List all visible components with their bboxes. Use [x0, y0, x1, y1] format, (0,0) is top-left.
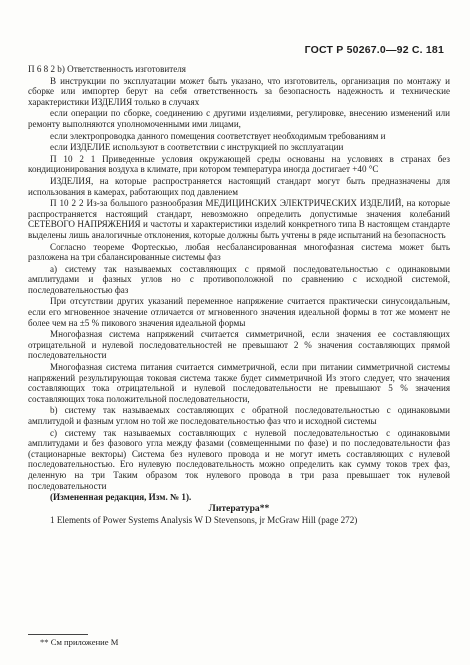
paragraph: В инструкции по эксплуатации может быть указано, что изготовитель, организация по монтажу и сборке или импортер берут на себя ответственность за безопасность надежность и технические характеристики ИЗДЕЛИЯ только в случаях [28, 75, 450, 107]
reference-item: 1 Elements of Power Systems Analysis W D Stevensons, jr McGraw Hill (page 272) [50, 515, 358, 526]
page-header: ГОСТ Р 50267.0—92 С. 181 [304, 44, 444, 56]
section-heading: П 6 8 2 b) Ответственность изготовителя [28, 64, 186, 74]
paragraph: Согласно теореме Фортескью, любая несбалансированная многофазная система может быть разложена на три сбалансированные системы фаз [28, 241, 450, 263]
paragraph: ИЗДЕЛИЯ, на которые распространяется настоящий стандарт могут быть предназначены для использования в камерах, работающих под давлением [28, 175, 450, 197]
paragraph: Многофазная система напряжений считается симметричной, если значения ее составляющих отрицательной и нулевой последовательностей не превышают 2 % значения составляющих прямой последовательности [28, 329, 450, 361]
paragraph: П 10 2 2 Из-за большого разнообразия МЕДИЦИНСКИХ ЭЛЕКТРИЧЕСКИХ ИЗДЕЛИЙ, на которые распространяется настоящий стандарт, невозможно определить допустимые значения колебаний СЕТЕВОГО НАПРЯЖЕНИЯ и частоты и характеристики изделий конкретного типа В настоящем стандарте выделены лишь аналогичные отклонения, которые должны быть учтены в ряде испытаний на безопасность [28, 198, 450, 240]
list-item: если электропроводка данного помещения соответствует необходимым требованиям и [50, 130, 386, 141]
document-body [28, 64, 450, 527]
references-title: Литература** [208, 502, 270, 514]
paragraph: b) систему так называемых составляющих с обратной последовательностью с одинаковыми амплитудой и фазным углом но той же последовательностью фаз что и исходной системы [28, 405, 450, 426]
amendment-note: (Измененная редакция, Изм. № 1). [50, 492, 192, 503]
paragraph: Многофазная система питания считается симметричной, если при питании симметричной системы напряжений результирующая токовая система также будет симметричной Из этого следует, что значения составляющих тока отрицательной и нулевой последовательности не превышают 5 % значения составляющих тока положительной последовательности, [28, 362, 450, 404]
list-item: если операции по сборке, соединению с другими изделиями, регулировке, внесению изменений или ремонту выполняются уполномоченными ими лицами, [28, 108, 450, 129]
paragraph: При отсутствии других указаний переменное напряжение считается практически синусоидальным, если его мгновенное значение отличается от мгновенного значения идеальной формы в тот же момент не более чем на ±5 % пикового значения идеальной формы [28, 296, 450, 328]
paragraph: П 10 2 1 Приведенные условия окружающей среды основаны на условиях в странах без кондиционирования воздуха в климате, при котором температура иногда достигает +40 °С [28, 153, 450, 175]
footnote-divider [28, 634, 88, 635]
footnote: ** См приложение М [40, 637, 119, 647]
paragraph: c) систему так называемых составляющих с нулевой последовательностью с одинаковыми амплитудами и без фазового угла между фазами (совмещенными по фазе) и по последовательности фаз (стационарные векторы) Система без нулевого провода и не могут иметь составляющих с нулевой последовательностью. Его нулевую последовательность можно определить как сумму токов трех фаз, деленную на три Таким образом ток нулевого провода в три раза превышает ток нулевой последовательности [28, 427, 450, 491]
paragraph: a) систему так называемых составляющих с прямой последовательностью с одинаковыми амплитудами и фазных углов но с противоположной по сравнению с исходной системой, последовательностью фаз [28, 263, 450, 295]
list-item: если ИЗДЕЛИЕ используют в соответствии с инструкцией по эксплуатации [50, 142, 344, 153]
